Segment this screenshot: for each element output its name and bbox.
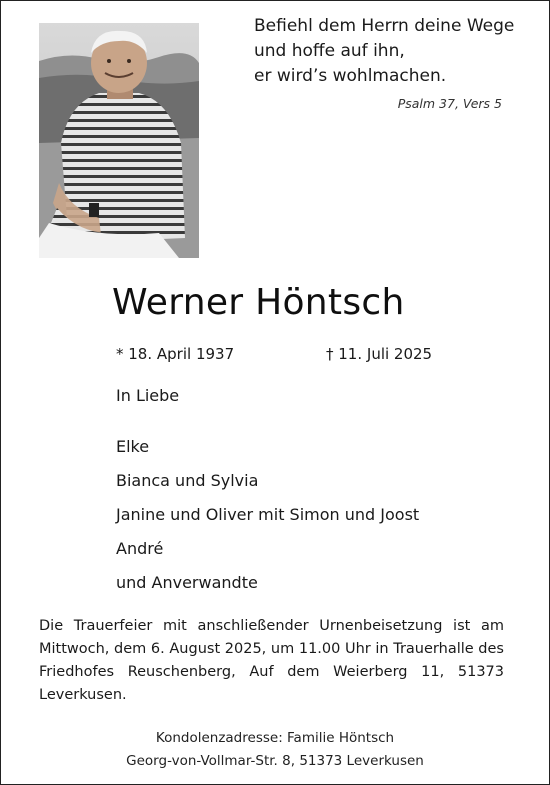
love-line: In Liebe [116,386,180,405]
verse-line: Befiehl dem Herrn deine Wege [254,16,515,36]
death-date: † 11. Juli 2025 [326,345,433,363]
mourner-item: Elke [116,437,150,456]
verse-line: und hoffe auf ihn, [254,41,405,61]
mourner-item: André [116,539,164,558]
bible-verse [254,14,515,111]
deceased-name: Werner Höntsch [112,282,405,323]
portrait-photo-icon [39,23,199,258]
mourners-list [116,430,419,600]
mourner-item: und Anverwandte [116,573,258,592]
portrait-photo [39,23,199,258]
condolence-line: Kondolenzadresse: Familie Höntsch [155,730,395,746]
condolence-line: Georg-von-Vollmar-Str. 8, 51373 Leverkusen [126,753,424,769]
funeral-information: Die Trauerfeier mit anschließender Urnenbeisetzung ist am Mittwoch, dem 6. August 2025, um 11.00 Uhr in Trauerhalle des Friedhofes Reuschenberg, Auf dem Weierberg 11, 51373 Leverkusen. [39,618,504,703]
verse-line: er wird’s wohlmachen. [254,66,447,86]
mourner-item: Bianca und Sylvia [116,471,259,490]
birth-date: * 18. April 1937 [116,345,235,363]
condolence-address [0,727,550,773]
mourner-item: Janine und Oliver mit Simon und Joost [116,505,420,524]
verse-source: Psalm 37, Vers 5 [397,96,502,111]
